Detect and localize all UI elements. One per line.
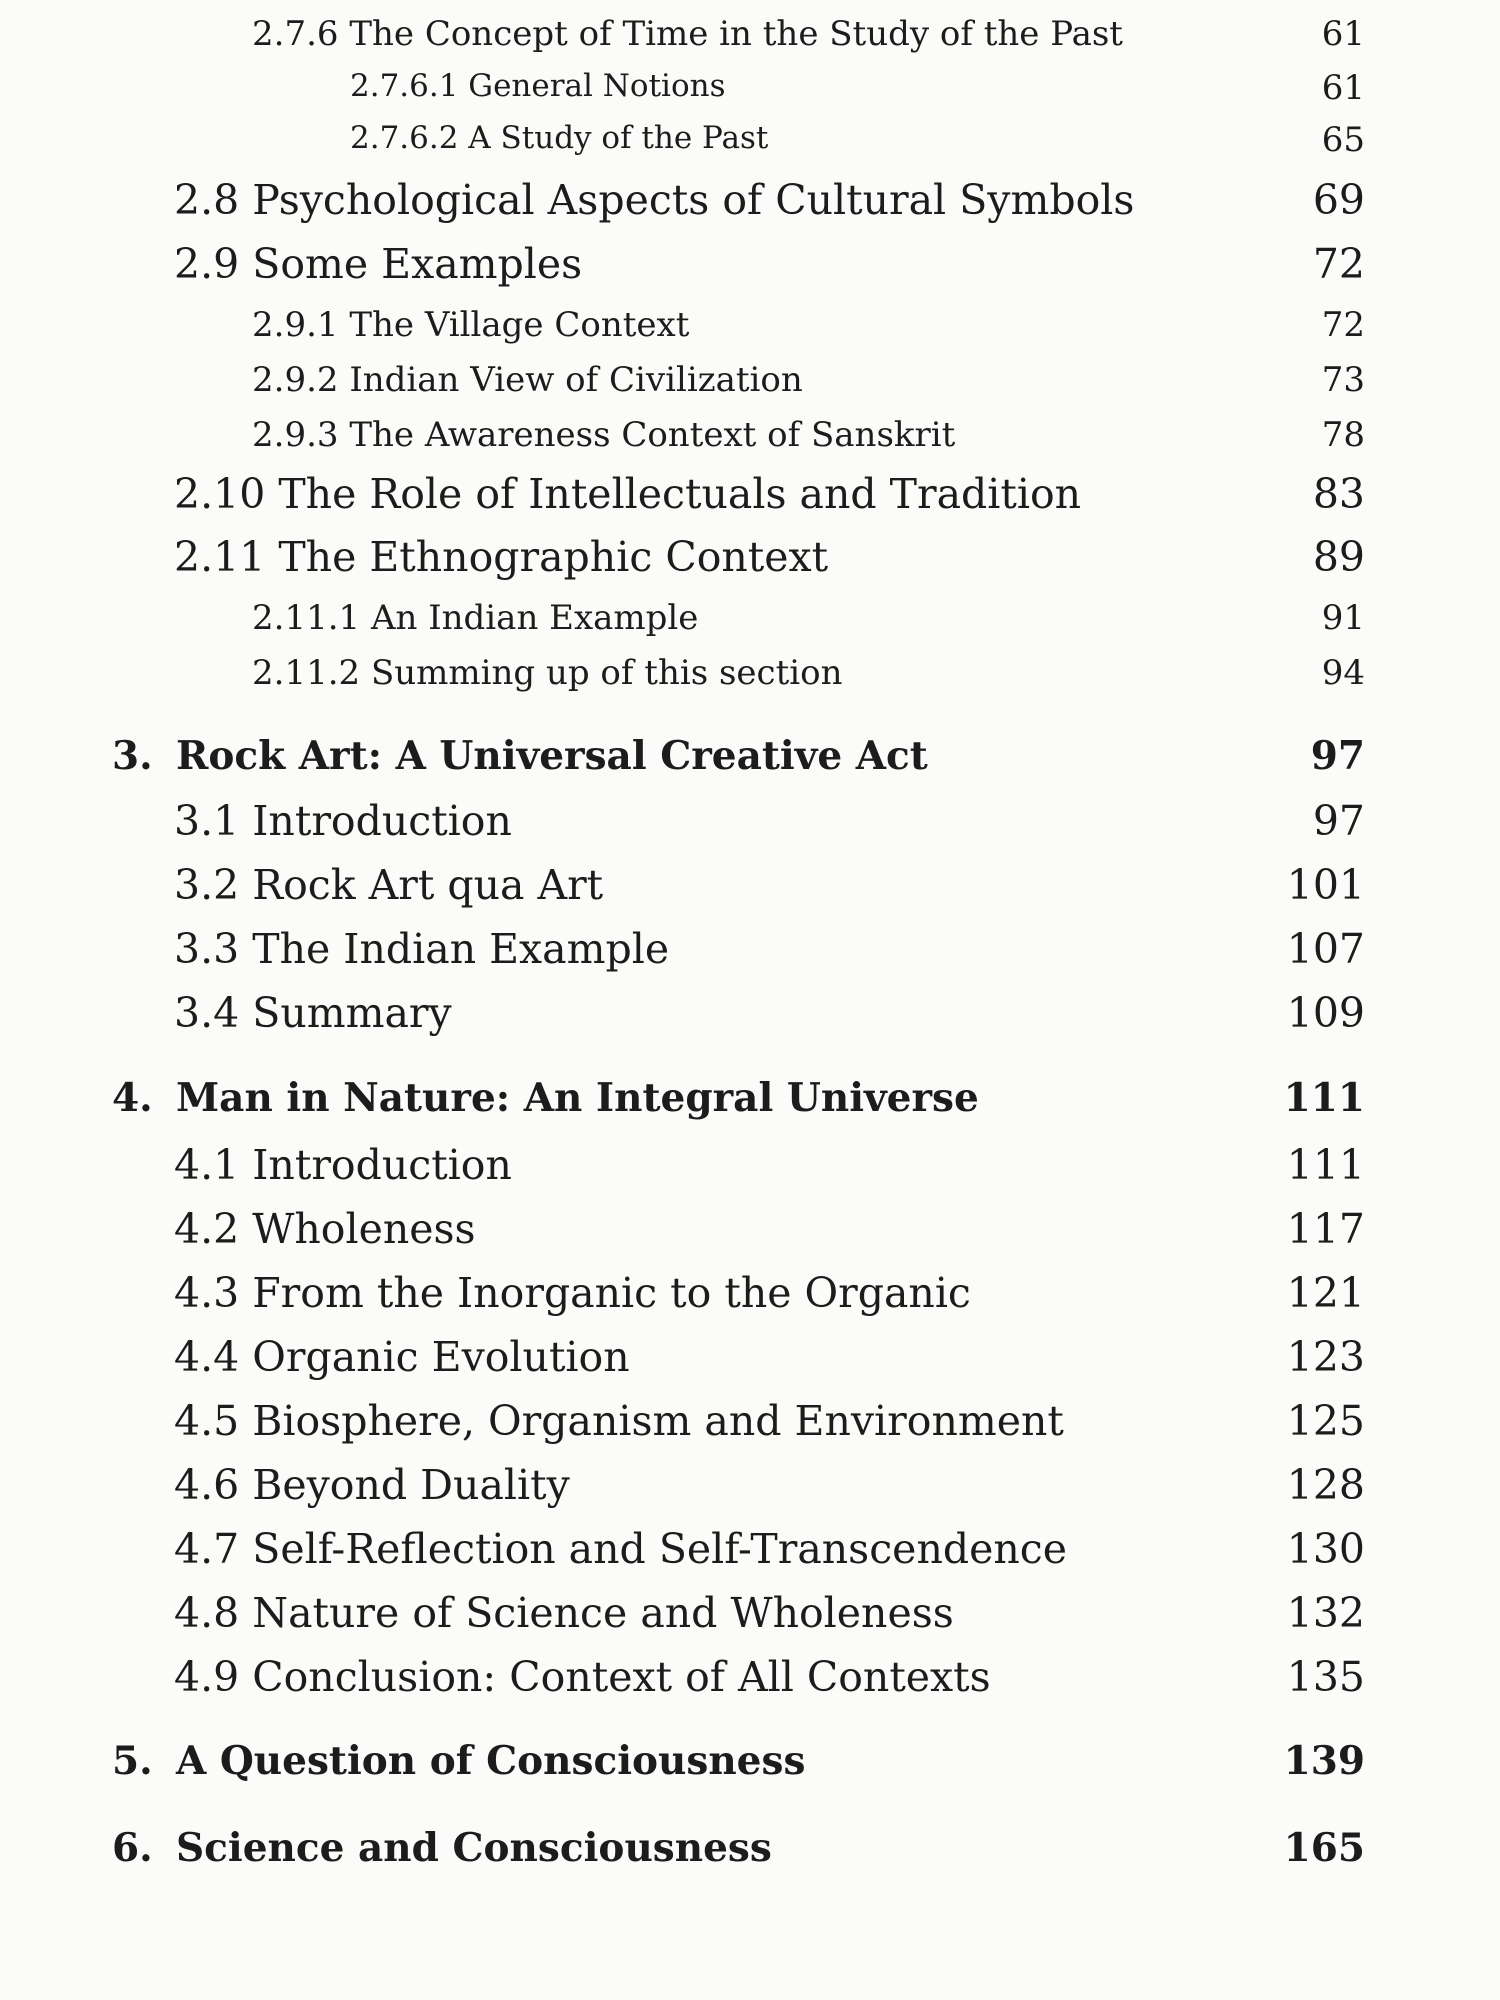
toc-entry-title: 4.2 Wholeness <box>174 1205 476 1253</box>
toc-entry-title: 2.9.2 Indian View of Civilization <box>252 360 803 400</box>
toc-entry-title: 4.7 Self-Reflection and Self-Transcendence <box>174 1525 1067 1573</box>
toc-entry-title: 2.7.6 The Concept of Time in the Study of the Past <box>252 14 1123 54</box>
toc-entry-page: 61 <box>1321 68 1365 108</box>
toc-chapter-page: 139 <box>1283 1738 1365 1784</box>
toc-chapter-page: 165 <box>1283 1825 1365 1871</box>
toc-entry-title: 3.2 Rock Art qua Art <box>174 861 604 909</box>
toc-entry-page: 130 <box>1286 1525 1365 1573</box>
toc-entry-title: 2.11.2 Summing up of this section <box>252 653 843 693</box>
toc-entry-title: 4.8 Nature of Science and Wholeness <box>174 1589 954 1637</box>
toc-entry-title: 3.4 Summary <box>174 989 452 1037</box>
toc-entry-page: 97 <box>1312 797 1365 845</box>
toc-entry-title: 2.7.6.2 A Study of the Past <box>350 120 769 156</box>
toc-entry-page: 101 <box>1286 861 1365 909</box>
toc-entry-page: 123 <box>1286 1333 1365 1381</box>
toc-entry-page: 111 <box>1286 1141 1365 1189</box>
toc-entry-page: 121 <box>1286 1269 1365 1317</box>
toc-entry-title: 2.9 Some Examples <box>174 240 583 288</box>
toc-entry-title: 3.1 Introduction <box>174 797 512 845</box>
toc-entry-page: 135 <box>1286 1653 1365 1701</box>
toc-entry-title: 2.11 The Ethnographic Context <box>174 533 829 581</box>
chapter-number: 4. <box>112 1075 153 1121</box>
toc-entry-title: 4.9 Conclusion: Context of All Contexts <box>174 1653 991 1701</box>
toc-entry-page: 65 <box>1321 120 1365 160</box>
chapter-number: 3. <box>112 733 153 779</box>
toc-entry-page: 107 <box>1286 925 1365 973</box>
toc-entry-page: 125 <box>1286 1397 1365 1445</box>
toc-entry-title: 4.4 Organic Evolution <box>174 1333 630 1381</box>
toc-entry-page: 132 <box>1286 1589 1365 1637</box>
toc-entry-page: 78 <box>1321 415 1365 455</box>
toc-chapter-page: 111 <box>1283 1075 1365 1121</box>
toc-entry-title: 2.11.1 An Indian Example <box>252 598 699 638</box>
toc-entry-page: 72 <box>1312 240 1365 288</box>
toc-chapter-title: Science and Consciousness <box>176 1825 772 1871</box>
toc-entry-title: 2.8 Psychological Aspects of Cultural Symbols <box>174 176 1135 224</box>
toc-chapter-title: Rock Art: A Universal Creative Act <box>176 733 928 779</box>
toc-entry-page: 89 <box>1312 533 1365 581</box>
toc-entry-title: 2.7.6.1 General Notions <box>350 68 726 104</box>
toc-entry-title: 3.3 The Indian Example <box>174 925 670 973</box>
toc-entry-page: 128 <box>1286 1461 1365 1509</box>
toc-entry-title: 4.5 Biosphere, Organism and Environment <box>174 1397 1064 1445</box>
toc-entry-title: 4.3 From the Inorganic to the Organic <box>174 1269 971 1317</box>
toc-entry-title: 2.10 The Role of Intellectuals and Tradition <box>174 470 1082 518</box>
toc-entry-page: 73 <box>1321 360 1365 400</box>
toc-chapter-page: 97 <box>1310 733 1365 779</box>
toc-entry-title: 2.9.3 The Awareness Context of Sanskrit <box>252 415 956 455</box>
chapter-number: 5. <box>112 1738 153 1784</box>
toc-entry-page: 117 <box>1286 1205 1365 1253</box>
toc-chapter-title: A Question of Consciousness <box>176 1738 806 1784</box>
toc-entry-page: 83 <box>1312 470 1365 518</box>
toc-entry-title: 4.6 Beyond Duality <box>174 1461 570 1509</box>
toc-entry-page: 94 <box>1321 653 1365 693</box>
toc-entry-page: 109 <box>1286 989 1365 1037</box>
toc-entry-page: 91 <box>1321 598 1365 638</box>
toc-entry-page: 69 <box>1312 176 1365 224</box>
chapter-number: 6. <box>112 1825 153 1871</box>
toc-entry-page: 72 <box>1321 305 1365 345</box>
toc-entry-title: 4.1 Introduction <box>174 1141 512 1189</box>
toc-entry-title: 2.9.1 The Village Context <box>252 305 690 345</box>
toc-entry-page: 61 <box>1321 14 1365 54</box>
toc-chapter-title: Man in Nature: An Integral Universe <box>176 1075 979 1121</box>
